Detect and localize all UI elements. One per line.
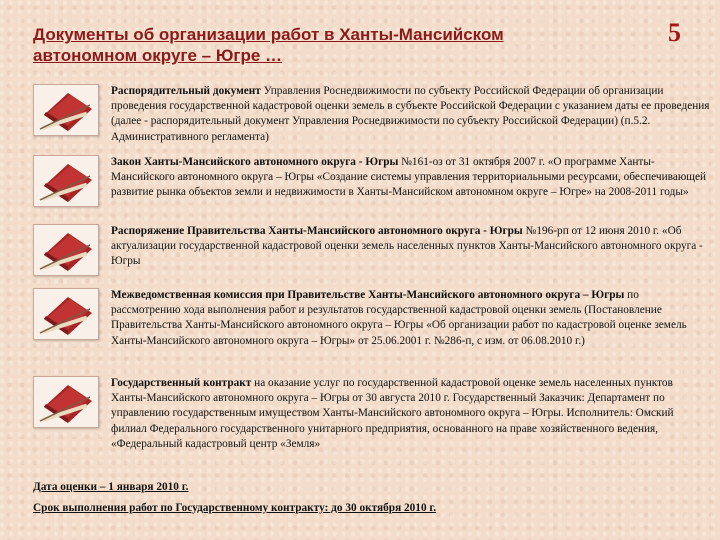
item-body: по рассмотрению хода выполнения работ и результатов государственной кадастровой оценки земель (Постановление Правительства Ханты-Мансийского автономного округа – Югры «Об организации работ по кадастровой оценке земель Ханты-Мансийского автономного округа – Югры» от 25.06.2001 г. №286-п, с изм. от 06.08.2010 г.) (111, 289, 687, 347)
item-text (111, 376, 711, 452)
item-bold: Государственный контракт (111, 377, 252, 389)
page-number: 5 (668, 18, 681, 47)
assessment-date: Дата оценки – 1 января 2010 г. (33, 481, 189, 493)
contract-deadline: Срок выполнения работ по Государственному контракту: до 30 октября 2010 г. (33, 502, 437, 514)
books-icon (33, 224, 99, 276)
item-bold: Закон Ханты-Мансийского автономного округа - Югры (111, 156, 399, 168)
books-icon (33, 288, 99, 340)
item-body: Управления Роснедвижимости по субъекту Российской Федерации об организации проведения государственной кадастровой оценки земель в субъекте Российской Федерации с указанием даты ее проведения (далее - распорядительный документ Управления Роснедвижимости по субъекту Российской Федерации) (п.5.2. Административного регламента) (111, 85, 710, 143)
item-text (111, 224, 711, 270)
item-bold: Межведомственная комиссия при Правительстве Ханты-Мансийского автономного округа – Югры (111, 289, 625, 301)
title-line-2: автономном округе – Югре … (33, 46, 283, 65)
item-bold: Распорядительный документ (111, 85, 261, 97)
item-text (111, 155, 711, 201)
item-body: №161-оз от 31 октября 2007 г. «О программе Ханты-Мансийского автономного округа – Югры «Создание системы управления территориальными ресурсами, обеспечивающей развитие рынка объектов земли и недвижимости в Ханты-Мансийском автономном округе – Югре» на 2008-2011 годы» (111, 156, 707, 199)
books-icon (33, 84, 99, 136)
item-body: на оказание услуг по государственной кадастровой оценке земель населенных пунктов Ханты-Мансийского автономного округа – Югры от 30 августа 2010 г. Государственный Заказчик: Департамент по управлению государственным имуществом Ханты-Мансийского автономного округа – Югры. Исполнитель: Омский филиал Федерального государственного унитарного предприятия, основанного на праве хозяйственного ведения, «Федеральный кадастровый центр «Земля» (111, 377, 674, 450)
books-icon (33, 376, 99, 428)
title-line-1: Документы об организации работ в Ханты-Мансийском (33, 25, 504, 44)
item-bold: Распоряжение Правительства Ханты-Мансийского автономного округа - Югры (111, 225, 523, 237)
item-text (111, 84, 711, 145)
books-icon (33, 155, 99, 207)
item-text (111, 288, 711, 349)
item-body: №196-рп от 12 июня 2010 г. «Об актуализации государственной кадастровой оценки земель населенных пунктов Ханты-Мансийского автономного округа - Югры (111, 225, 703, 268)
page-title (33, 24, 633, 66)
